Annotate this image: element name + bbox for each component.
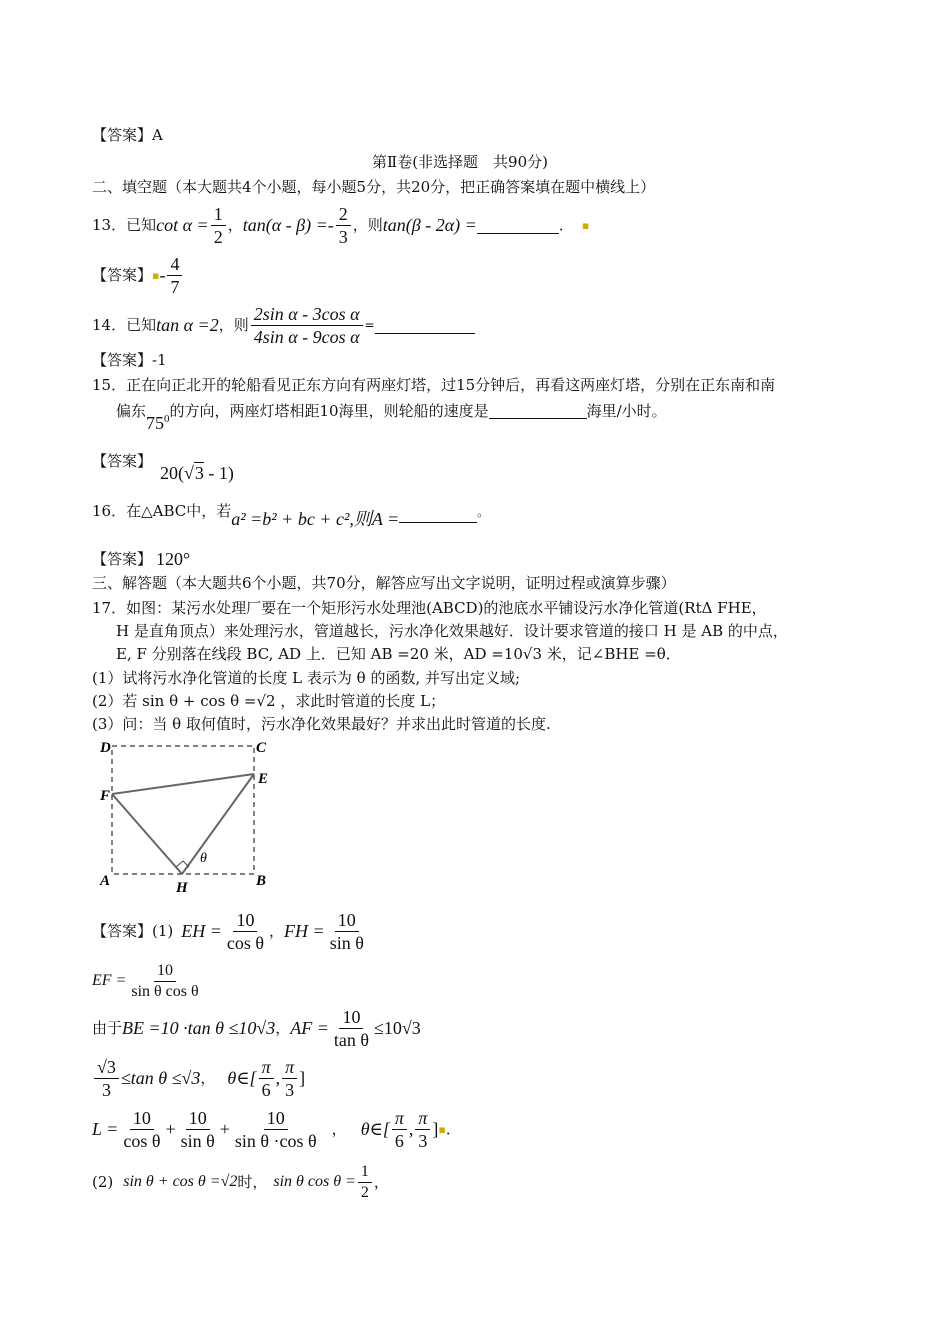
label-c: C bbox=[256, 740, 267, 756]
answer-17-length-function: L = $\frac{10}{\text{cos θ}}$ + $\frac{10}{\text{sin θ}}$ + $\frac{10}{\text{sin θ ·cos θ}}$ ， θ∈[ $\frac{\pi}{6}$ , $\frac{\pi}{3}$ ] ▪ ． bbox=[92, 1107, 461, 1151]
question-17-part3: (3）问：当 θ 取何值时，污水净化效果最好？并求出此时管道的长度. bbox=[92, 715, 551, 733]
label-h: H bbox=[176, 880, 188, 896]
rectangle-abcd bbox=[112, 746, 254, 874]
label-d: D bbox=[100, 740, 111, 756]
question-17-part1: (1）试将污水净化管道的长度 L 表示为 θ 的函数, 并写出定义域; bbox=[92, 669, 521, 687]
label-theta: θ bbox=[200, 851, 207, 866]
question-17-line1: 17．如图：某污水处理厂要在一个矩形污水处理池(ABCD)的池底水平铺设污水净化管道(RtΔ FHE， bbox=[92, 599, 767, 617]
answer-14: 【答案】-1 bbox=[92, 351, 167, 369]
edit-mark-icon: ▪ bbox=[581, 218, 590, 232]
answer-13: 【答案】 ▪ - $\frac{4}{7}$ bbox=[92, 252, 184, 298]
answer-16: 【答案】 120° bbox=[92, 549, 191, 569]
fraction-four-sevenths: $\frac{4}{7}$ bbox=[167, 255, 182, 296]
question-15-line1: 15．正在向正北开的轮船看见正东方向有两座灯塔，过15分钟后，再看这两座灯塔，分别在正东南和南 bbox=[92, 376, 776, 394]
section3-instructions: 三、解答题（本大题共6个小题，共70分，解答应写出文字说明，证明过程或演算步骤） bbox=[92, 574, 676, 592]
question-17-line2: H 是直角顶点）来处理污水，管道越长，污水净化效果越好．设计要求管道的接口 H 是 AB 的中点， bbox=[116, 622, 788, 640]
fraction-two-thirds: $\frac{2}{3}$ bbox=[336, 205, 351, 246]
answer-17-line1: 【答案】 (1) EH = $\frac{10}{\text{cos θ}}$ ， FH = $\frac{10}{\text{sin θ}}$ bbox=[92, 909, 364, 953]
answer-blank bbox=[489, 398, 587, 419]
question-17-line3: E, F 分别落在线段 BC, AD 上．已知 AB =20 米，AD =10√3 米，记∠BHE =θ． bbox=[116, 645, 681, 663]
answer-blank bbox=[399, 500, 477, 523]
answer-blank bbox=[375, 317, 475, 334]
answer-blank bbox=[477, 217, 559, 234]
question-13: 13．已知 cot α = $\frac{1}{2}$ ， tan(α - β) =- $\frac{2}{3}$ ，则 tan(β - 2α) = ． ▪ bbox=[92, 203, 590, 247]
section2-instructions: 二、填空题（本大题共4个小题，每小题5分，共20分，把正确答案填在题中横线上） bbox=[92, 178, 656, 196]
answer-17-part2: (2) sin θ + cos θ =√2 时， sin θ cos θ = $\frac{1}{2}$ ， bbox=[92, 1162, 389, 1201]
label-b: B bbox=[256, 873, 267, 889]
label-a: A bbox=[100, 873, 111, 889]
question-16: 16．在△ABC中，若 a² =b² + bc + c²,则A = 。 bbox=[92, 502, 490, 529]
answer-17-tan-range: $\frac{√3}{3}$ ≤tan θ ≤√3 ， θ∈[ $\frac{\pi}{6}$ , $\frac{\pi}{3}$ ] bbox=[92, 1055, 305, 1101]
header-answer: 【答案】A bbox=[92, 126, 163, 144]
fraction-one-half: $\frac{1}{2}$ bbox=[211, 205, 226, 246]
section2-title: 第Ⅱ卷(非选择题 共90分) bbox=[372, 153, 548, 171]
label-e: E bbox=[258, 771, 269, 787]
answer-15: 【答案】 20(√3 - 1) bbox=[92, 452, 234, 483]
figure-rectangle-pipeline bbox=[96, 734, 296, 902]
answer-17-ef: EF = $\frac{10}{\text{sin θ cos θ}}$ bbox=[92, 961, 199, 1000]
edit-mark-icon: ▪ bbox=[152, 268, 160, 282]
pipe-fe bbox=[112, 774, 254, 794]
pipe-fh bbox=[112, 794, 182, 874]
fraction-trig-ratio: $\frac{\text{2sin α - 3cos α}}{\text{4sin α - 9cos α}}$ bbox=[251, 305, 363, 346]
question-14: 14．已知 tan α =2 ，则 $\frac{\text{2sin α - 3cos α}}{\text{4sin α - 9cos α}}$ = bbox=[92, 303, 475, 347]
pipe-he bbox=[182, 774, 254, 874]
answer-17-bounds: 由于 BE =10 ·tan θ ≤10√3 ， AF = $\frac{10}{\text{tan θ}}$ ≤10√3 bbox=[92, 1006, 421, 1050]
question-17-part2: (2）若 sin θ + cos θ =√2 ，求此时管道的长度 L； bbox=[92, 692, 446, 710]
question-15-line2: 偏东 $75^0$ 的方向，两座灯塔相距10海里，则轮船的速度是 海里/小时。 bbox=[116, 398, 667, 434]
edit-mark-icon: ▪ bbox=[438, 1122, 446, 1136]
label-f: F bbox=[100, 788, 111, 804]
angle-75: $75^0$ bbox=[146, 413, 170, 433]
